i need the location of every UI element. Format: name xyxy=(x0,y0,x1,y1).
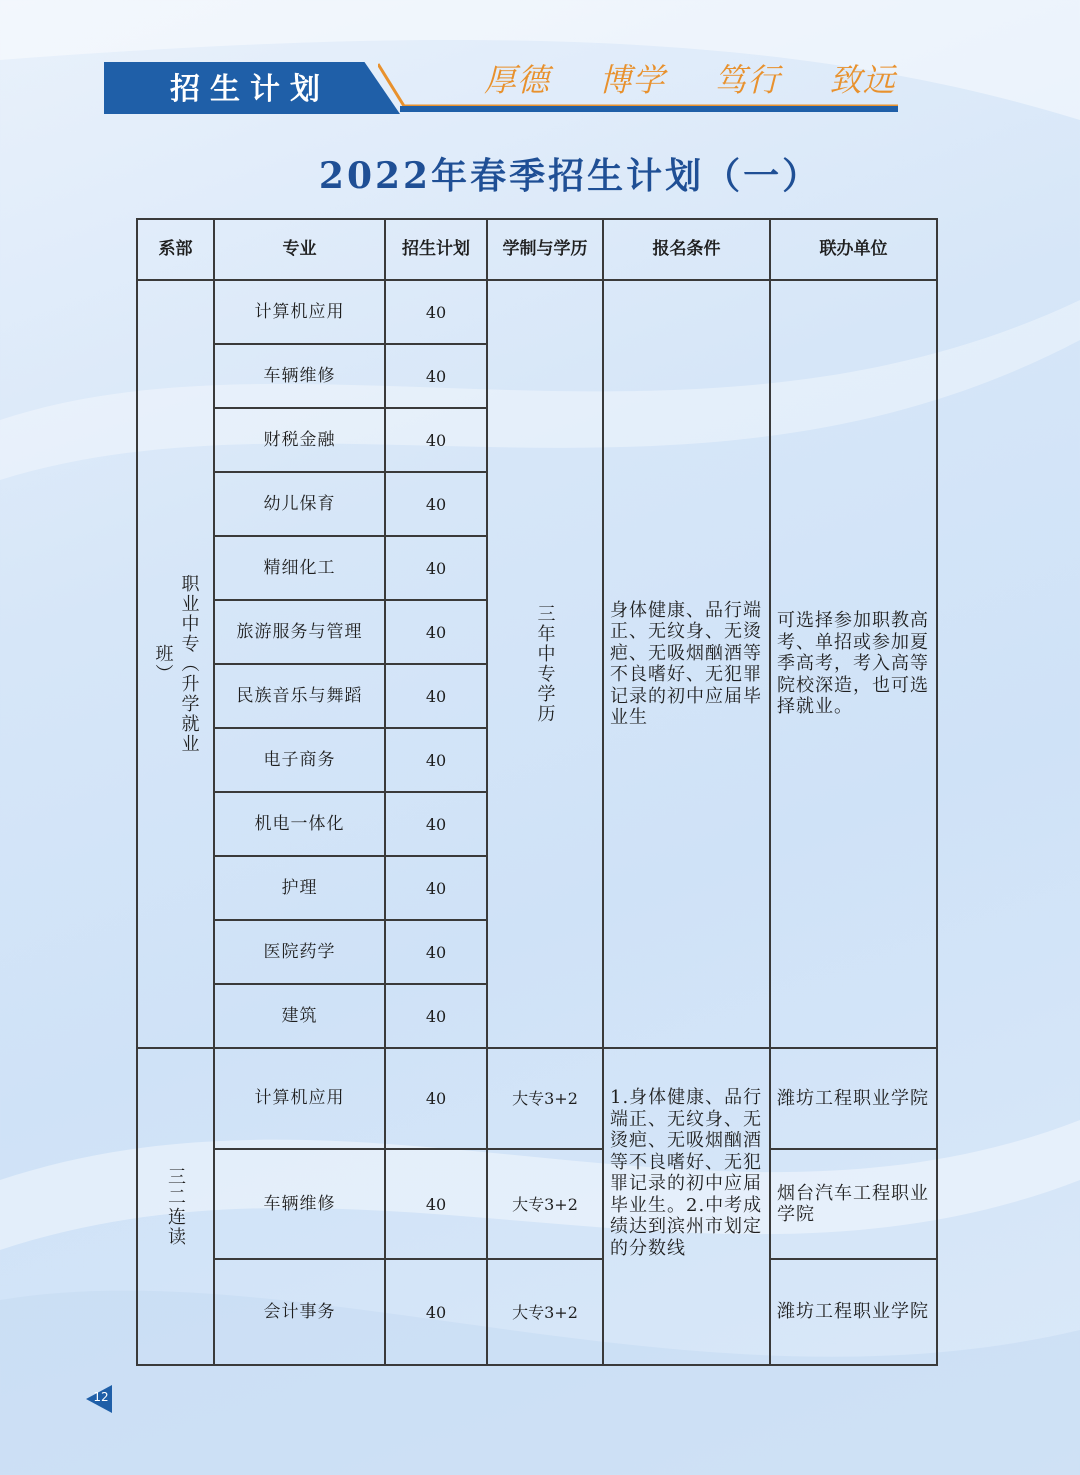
major-cell: 精细化工 xyxy=(214,536,385,600)
table-row xyxy=(137,1048,937,1149)
partner-cell xyxy=(770,1048,937,1149)
partner-cell xyxy=(770,280,937,1048)
duration-cell: 大专3+2 xyxy=(487,1149,603,1259)
plan-cell: 40 xyxy=(385,472,487,536)
plan-cell: 40 xyxy=(385,344,487,408)
major-cell: 车辆维修 xyxy=(214,1149,385,1259)
plan-cell: 40 xyxy=(385,536,487,600)
major-cell: 建筑 xyxy=(214,984,385,1048)
plan-cell: 40 xyxy=(385,1259,487,1365)
table-row xyxy=(137,280,937,344)
department-cell xyxy=(137,280,214,1048)
major-cell: 会计事务 xyxy=(214,1259,385,1365)
major-cell: 机电一体化 xyxy=(214,792,385,856)
department-cell xyxy=(137,1048,214,1365)
duration-cell: 大专3+2 xyxy=(487,1048,603,1149)
major-cell: 旅游服务与管理 xyxy=(214,600,385,664)
plan-cell: 40 xyxy=(385,792,487,856)
department-label: 职业中专（升学就业班） xyxy=(152,574,200,754)
section-title: 招生计划 xyxy=(170,72,330,107)
partner-text: 潍坊工程职业学院 xyxy=(777,1301,929,1323)
motto-4: 致远 xyxy=(829,61,896,99)
plan-cell: 40 xyxy=(385,600,487,664)
department-label: 三二连读 xyxy=(165,1166,186,1247)
major-cell: 幼儿保育 xyxy=(214,472,385,536)
conditions-cell xyxy=(603,280,770,1048)
header-major: 专业 xyxy=(214,219,385,280)
header-plan: 招生计划 xyxy=(385,219,487,280)
plan-cell: 40 xyxy=(385,984,487,1048)
major-cell: 计算机应用 xyxy=(214,280,385,344)
motto-2: 博学 xyxy=(599,61,666,99)
header-duration: 学制与学历 xyxy=(487,219,603,280)
major-cell: 车辆维修 xyxy=(214,344,385,408)
major-cell: 医院药学 xyxy=(214,920,385,984)
motto-1: 厚德 xyxy=(484,61,551,99)
table-row xyxy=(137,1149,937,1259)
duration-cell: 大专3+2 xyxy=(487,1259,603,1365)
table-header-row xyxy=(137,219,937,280)
conditions-text: 身体健康、品行端正、无纹身、无烫疤、无吸烟酗酒等不良嗜好、无犯罪记录的初中应届毕业生 xyxy=(610,599,762,728)
major-cell: 护理 xyxy=(214,856,385,920)
plan-cell: 40 xyxy=(385,1048,487,1149)
partner-text: 可选择参加职教高考、单招或参加夏季高考，考入高等院校深造，也可选择就业。 xyxy=(777,610,929,718)
partner-cell xyxy=(770,1259,937,1365)
enrollment-table xyxy=(136,218,938,1366)
conditions-cell xyxy=(603,1048,770,1365)
header-partner: 联办单位 xyxy=(770,219,937,280)
plan-cell: 40 xyxy=(385,856,487,920)
partner-cell xyxy=(770,1149,937,1259)
school-motto xyxy=(484,58,896,102)
plan-cell: 40 xyxy=(385,664,487,728)
header-conditions: 报名条件 xyxy=(603,219,770,280)
page-number: 12 xyxy=(93,1390,109,1404)
major-cell: 财税金融 xyxy=(214,408,385,472)
table-row xyxy=(137,1259,937,1365)
conditions-text: 1.身体健康、品行端正、无纹身、无烫疤、无吸烟酗酒等不良嗜好、无犯罪记录的初中应届毕业生。2.中考成绩达到滨州市划定的分数线 xyxy=(610,1087,763,1259)
plan-cell: 40 xyxy=(385,1149,487,1259)
banner-underline xyxy=(400,106,898,112)
motto-3: 笃行 xyxy=(714,61,781,99)
partner-text: 潍坊工程职业学院 xyxy=(777,1087,929,1109)
plan-cell: 40 xyxy=(385,280,487,344)
partner-text: 烟台汽车工程职业学院 xyxy=(777,1182,929,1225)
major-cell: 电子商务 xyxy=(214,728,385,792)
major-cell: 民族音乐与舞蹈 xyxy=(214,664,385,728)
duration-cell xyxy=(487,280,603,1048)
major-cell: 计算机应用 xyxy=(214,1048,385,1149)
page-title: 2022年春季招生计划（一） xyxy=(318,155,822,197)
plan-cell: 40 xyxy=(385,920,487,984)
header-department: 系部 xyxy=(137,219,214,280)
plan-cell: 40 xyxy=(385,728,487,792)
duration-label: 三年中专学历 xyxy=(534,604,556,724)
plan-cell: 40 xyxy=(385,408,487,472)
